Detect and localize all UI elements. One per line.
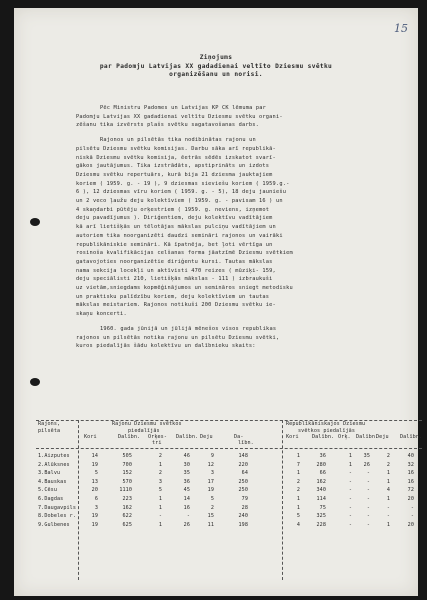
table-cell: 1 <box>296 470 300 477</box>
table-cell: 1110 <box>119 487 132 494</box>
table-row <box>36 479 422 487</box>
row-name: 3.Balvu <box>38 470 61 477</box>
subheader-label: Orķes- <box>148 434 168 440</box>
header-text: piedalījās <box>128 428 160 435</box>
table-cell: - <box>386 504 390 511</box>
table-cell: 36 <box>319 453 326 459</box>
table-cell: 700 <box>122 461 132 468</box>
text-line: niskā Dziesmu svētku komisija, ēetrās sēdēs izskatot svarī- <box>76 154 276 161</box>
table-cell: 4 <box>296 521 300 528</box>
text-line: autoriem tika noorganizēti daudzi semināri rajonos un vairāki <box>76 232 283 239</box>
table-row <box>36 522 422 530</box>
table-cell: 162 <box>316 478 326 485</box>
subheader-label: Deju <box>200 434 213 440</box>
text-line: kuros piedalījās šādu kolektīvu un dalībnieku skaits: <box>76 343 256 350</box>
table-cell: - <box>366 504 370 511</box>
subheader-label: Dalībn. <box>312 434 335 440</box>
row-name: 7.Daugavpils <box>38 504 77 511</box>
text-line: un praktisku palīdzību koriem, deju kolektīviem un tautas <box>76 293 270 300</box>
table-cell: 2 <box>210 504 214 511</box>
table-cell: 40 <box>407 453 414 459</box>
table-cell: 1 <box>158 504 162 511</box>
header-text: Republikāniskajos Dziesmu <box>286 421 366 427</box>
text-line: gatavojoties noorganizētie diriģentu kursi. Tautas mākslas <box>76 258 273 265</box>
subheader-label: Kori <box>286 434 299 440</box>
table-cell: 2 <box>158 470 162 477</box>
table-cell: 2 <box>386 453 390 459</box>
text-line: kā arī lietišķās un tēlotājas mākslas pulciņu vadītājiem un <box>76 224 276 231</box>
table-cell: 220 <box>238 461 248 468</box>
subheader-label: Deju <box>376 434 389 440</box>
row-name: 5.Cēsu <box>38 487 58 494</box>
row-name: 8.Dobeles r. <box>38 513 77 520</box>
subheader-label: Da- <box>234 434 244 440</box>
table-cell: 12 <box>207 461 214 468</box>
table-cell: 4 <box>386 487 390 494</box>
header-text: Rajons, <box>38 421 61 427</box>
table-cell: 3 <box>158 478 162 485</box>
text-line: 6 ), 12 dziesmas vīru koriem ( 1959. g. - 5), 18 deju jauniešu <box>76 189 287 196</box>
table-cell: 2 <box>296 487 300 494</box>
table-cell: 228 <box>316 521 326 528</box>
paragraph <box>76 325 396 351</box>
table-cell: 14 <box>183 496 190 502</box>
table-cell: 280 <box>316 461 326 468</box>
table-cell: 26 <box>363 461 370 468</box>
text-line: deju pavadījumus ). Diriģentiem, deju kolektīvu vadītājiem <box>76 215 273 222</box>
text-line: uz vietām,sniegdams kopmēģinājumos un semināros sniegt metodisku <box>76 285 293 292</box>
text-line: republikāniskie semināri. Kā īpatnēja, bet ļoti vērtīga un <box>76 241 273 248</box>
table-cell: 72 <box>407 487 414 494</box>
punch-hole <box>30 378 40 386</box>
table-cell: 35 <box>183 470 190 477</box>
table-cell: 162 <box>122 504 132 511</box>
paragraph <box>76 136 396 319</box>
text-line: Rajonos un pilsētās tika nodibinātas rajonu un <box>100 137 256 144</box>
table-rule <box>36 448 422 449</box>
table-cell: 20 <box>91 487 98 494</box>
table-cell: 148 <box>238 453 248 459</box>
table-cell: 32 <box>407 461 414 468</box>
table-cell: 1 <box>158 461 162 468</box>
subheader-label: lībn. <box>238 440 254 446</box>
table-cell: 1 <box>296 496 300 502</box>
table-cell: - <box>366 470 370 477</box>
table-cell: 13 <box>91 478 98 485</box>
text-line: nama sekcija locekļi un aktīvisti 470 reizes ( mūziķi- 159, <box>76 267 276 274</box>
table-row <box>36 487 422 495</box>
table-cell: 1 <box>348 453 352 459</box>
document-body <box>76 104 396 357</box>
table-cell: 1 <box>386 470 390 477</box>
table-cell: 19 <box>207 487 214 494</box>
text-line: Padomju Latvijas XX gadadienai veltītu Dziesmu svētku organi- <box>76 113 283 120</box>
table-cell: 2 <box>158 453 162 459</box>
text-line: gākos jautājumus. Tika izstrādāts, apstiprināts un izdots <box>76 163 270 170</box>
table-cell: 3 <box>94 504 98 511</box>
table-cell: - <box>366 487 370 494</box>
table-cell: - <box>410 504 414 511</box>
table-cell: 250 <box>238 478 248 485</box>
table-cell: 250 <box>238 487 248 494</box>
text-line: zēšanu tika izvērsts plašs svētku sagatavošanas darbs. <box>76 122 260 129</box>
table-cell: 505 <box>122 453 132 459</box>
document-title <box>14 54 418 80</box>
table-cell: 622 <box>122 513 132 520</box>
text-line: rajonos un pilsētās notika rajonu un pilsētu Dziesmu svētki, <box>76 334 280 341</box>
subheader-label: Dalībn. <box>356 434 379 440</box>
table-cell: - <box>186 513 190 520</box>
title-line: organizēšanu un norisi. <box>169 71 263 79</box>
subheader-label: Orķ. <box>338 434 351 440</box>
table-cell: 2 <box>386 461 390 468</box>
subheader-label: Dalībn. <box>118 434 141 440</box>
table-cell: - <box>348 470 352 477</box>
table-cell: 20 <box>407 521 414 528</box>
subheader-label: Kori <box>84 434 97 440</box>
table-row <box>36 496 422 504</box>
text-line: Pēc Ministru Padomes un Latvijas KP CK lēmuma par <box>100 105 267 111</box>
table-cell: 114 <box>316 496 326 502</box>
header-text: svētkos piedalījās <box>298 428 356 435</box>
table-cell: 45 <box>183 487 190 494</box>
table-cell: 19 <box>91 461 98 468</box>
table-cell: 28 <box>241 504 248 511</box>
table-row <box>36 462 422 470</box>
table-cell: 6 <box>94 496 98 502</box>
table-cell: - <box>158 513 162 520</box>
table-cell: 223 <box>122 496 132 502</box>
subheader-label: Dalībn. <box>176 434 199 440</box>
subheader-label: Dalībn. <box>400 434 423 440</box>
table-row <box>36 470 422 478</box>
table-cell: 46 <box>183 453 190 459</box>
table-cell: 14 <box>91 453 98 459</box>
row-name: 6.Dagdas <box>38 496 64 502</box>
table-cell: 198 <box>238 521 248 528</box>
text-line: mākslas meistariem. Rajonos notikuši 200 Dziesmu svētku ie- <box>76 302 276 309</box>
table-cell: 152 <box>122 470 132 477</box>
table-cell: - <box>348 496 352 502</box>
table-cell: 79 <box>241 496 248 502</box>
table-cell: - <box>366 478 370 485</box>
table-cell: 1 <box>386 478 390 485</box>
table-cell: 1 <box>386 521 390 528</box>
table-cell: 19 <box>91 513 98 520</box>
table-cell: 17 <box>207 478 214 485</box>
text-line: Dziesmu svētku repertuārs, kurā bija 21 dziesma jauktajiem <box>76 171 273 178</box>
table-cell: - <box>348 487 352 494</box>
table-cell: 16 <box>407 470 414 477</box>
table-cell: 1 <box>386 496 390 502</box>
table-cell: 36 <box>183 478 190 485</box>
table-cell: 1 <box>158 496 162 502</box>
table-cell: - <box>348 504 352 511</box>
table-cell: 35 <box>363 453 370 459</box>
row-name: 4.Bauskas <box>38 478 67 485</box>
punch-hole <box>30 218 40 226</box>
text-line: 1960. gada jūnijā un jūlijā mēnešos visos republikas <box>100 325 277 332</box>
row-name: 9.Gulbenes <box>38 521 70 528</box>
table-cell: 20 <box>407 496 414 502</box>
table-cell: 5 <box>94 470 98 477</box>
header-text: pilsēta <box>38 428 61 435</box>
table-row <box>36 453 422 461</box>
table-cell: 66 <box>319 470 326 477</box>
text-line: rosinoša kvalifikācijas celšanas forma jāatzīmē Dziesmu svētkiem <box>76 250 293 257</box>
table-cell: 75 <box>319 504 326 511</box>
table-cell: - <box>348 513 352 520</box>
text-line: deju speciālisti 210, lietišķās mākslas - 111 ) izbraukuši <box>76 276 273 283</box>
text-line: skaņu koncerti. <box>76 311 127 318</box>
table-cell: 2 <box>296 478 300 485</box>
table-cell: 16 <box>183 504 190 511</box>
table-cell: 240 <box>238 513 248 520</box>
table-row <box>36 505 422 513</box>
paragraph <box>76 104 396 130</box>
table-cell: 5 <box>296 513 300 520</box>
table-cell: 11 <box>207 521 214 528</box>
table-cell: 3 <box>210 470 214 477</box>
subheader-label: tri <box>152 440 162 446</box>
table-cell: 30 <box>183 461 190 468</box>
table-cell: 1 <box>158 521 162 528</box>
table-cell: 9 <box>210 453 214 459</box>
title-line: par Padomju Latvijas XX gadadienai veltīto Dziesmu svētku <box>99 62 333 70</box>
document-page <box>14 8 423 596</box>
table-cell: 1 <box>296 453 300 459</box>
table-cell: 15 <box>207 513 214 520</box>
table-cell: 26 <box>183 521 190 528</box>
table-cell: - <box>366 496 370 502</box>
table-cell: 5 <box>210 496 214 502</box>
table-cell: 19 <box>91 521 98 528</box>
table-cell: - <box>348 478 352 485</box>
header-text: Rajonu Dziesmu svētkos <box>112 421 182 427</box>
header-rajons <box>38 421 60 435</box>
table-row <box>36 513 422 521</box>
table-cell: 625 <box>122 521 132 528</box>
table-cell: 570 <box>122 478 132 485</box>
text-line: koriem ( 1959. g. - 19 ), 9 dziesmas sieviešu koriem ( 1959.g.- <box>76 180 290 187</box>
row-name: 1.Aizputes <box>38 453 70 459</box>
table-cell: - <box>386 513 390 520</box>
text-line: un 2 veco ļaužu deju kolektīviem ( 1959. g. - pavisam 16 ) un <box>76 198 283 205</box>
text-line: 4 skaņdarbi pūtēju orķestriem ( 1959. g. neviens, izņemot <box>76 206 270 213</box>
row-name: 2.Alūksnes <box>38 461 70 468</box>
table-cell: - <box>366 521 370 528</box>
table-cell: - <box>348 521 352 528</box>
table-cell: 1 <box>348 461 352 468</box>
table-cell: 325 <box>316 513 326 520</box>
table-cell: 16 <box>407 478 414 485</box>
table-cell: - <box>410 513 414 520</box>
text-line: pilsētu Dziesmu svētku komisijas. Darbu sāka arī republikā- <box>76 145 276 152</box>
table-cell: 5 <box>158 487 162 494</box>
title-line: Ziņojums <box>199 54 233 61</box>
table-cell: 340 <box>316 487 326 494</box>
table-cell: 7 <box>296 461 300 468</box>
page-number: 15 <box>394 22 408 35</box>
table-cell: 1 <box>296 504 300 511</box>
table-cell: - <box>366 513 370 520</box>
table-cell: 64 <box>241 470 248 477</box>
